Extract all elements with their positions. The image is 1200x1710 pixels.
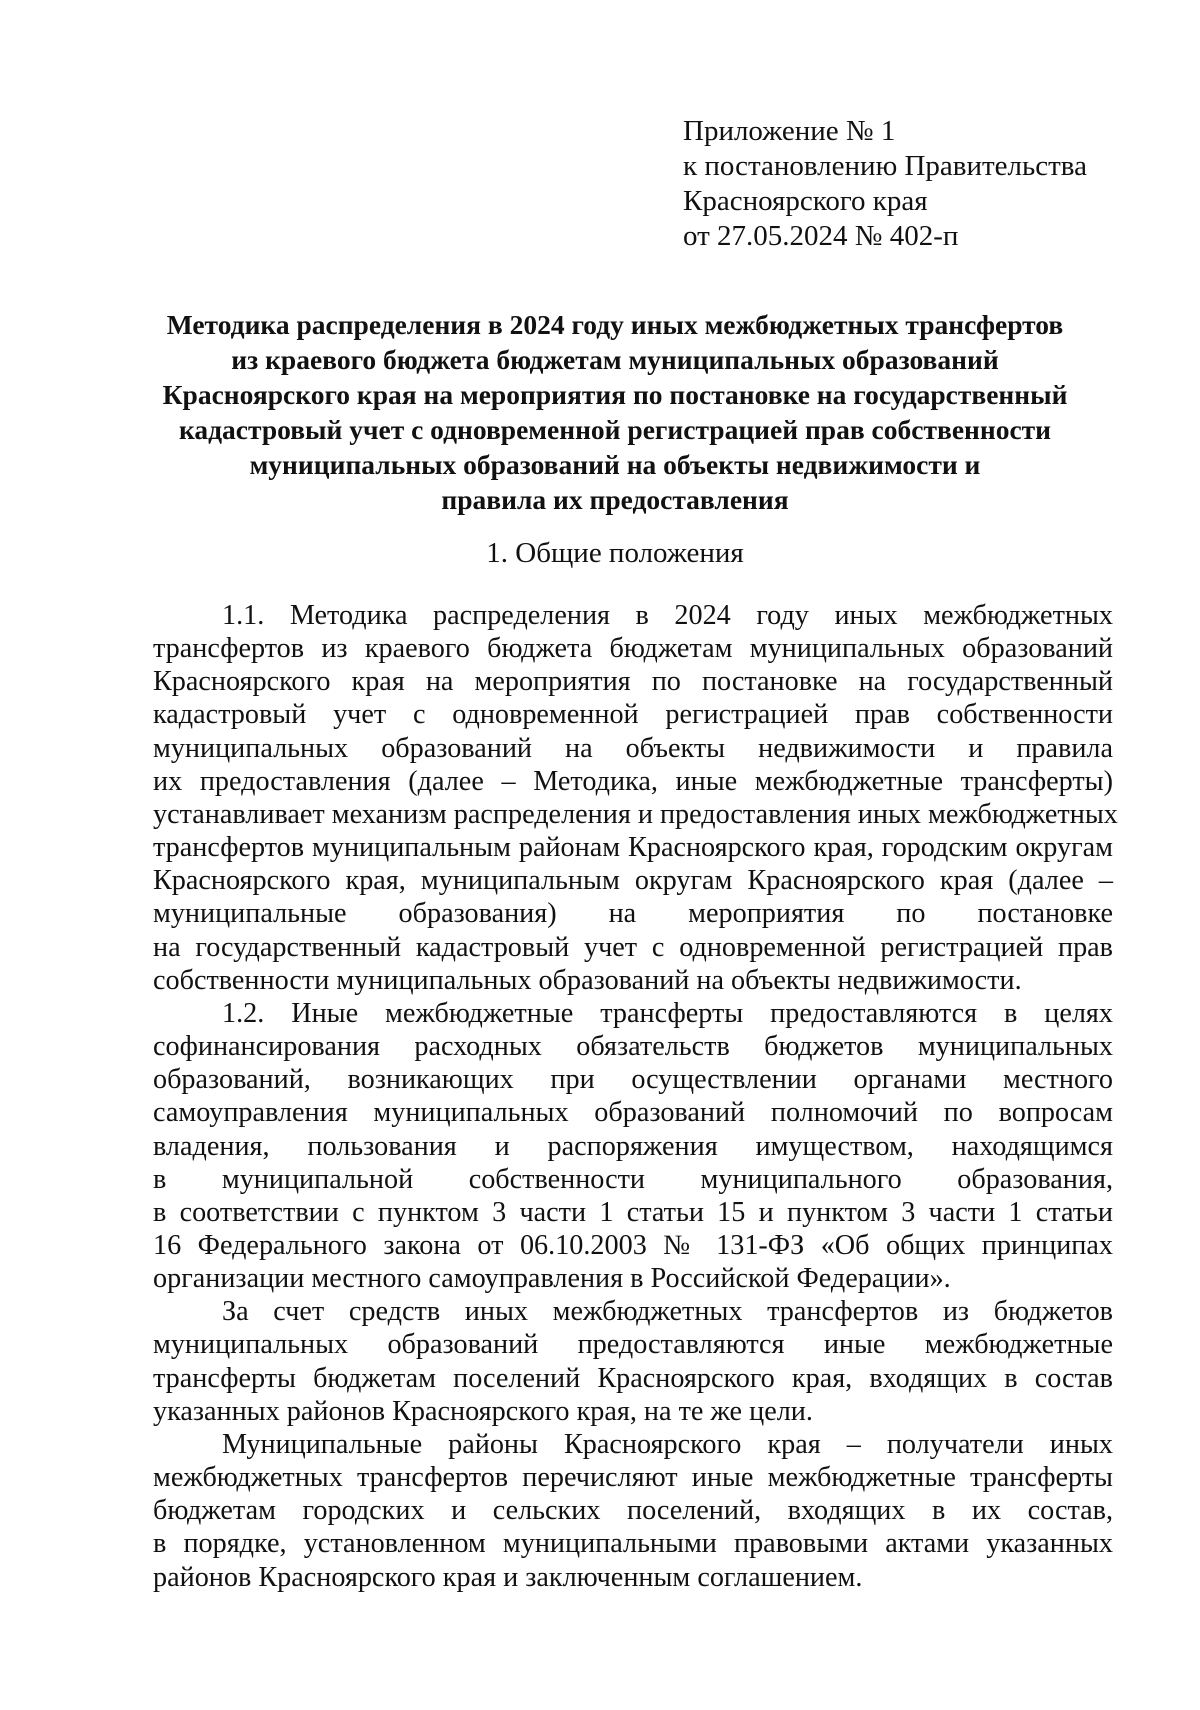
- text-line: муниципальные образования) на мероприятия по постановке: [153, 898, 1113, 930]
- appendix-line: Красноярского края: [683, 185, 928, 217]
- text-line: районов Красноярского края и заключенным соглашением.: [153, 1561, 863, 1593]
- title-line: кадастровый учет с одновременной регистрацией прав собственности: [178, 414, 1052, 445]
- text-line: Муниципальные районы Красноярского края – получатели иных: [222, 1428, 1113, 1460]
- document-title: [150, 307, 1080, 517]
- text-line: трансфертов из краевого бюджета бюджетам муниципальных образований: [153, 633, 1113, 665]
- text-line: организации местного самоуправления в Российской Федерации».: [153, 1263, 951, 1295]
- text-line: самоуправления муниципальных образований полномочий по вопросам: [153, 1097, 1113, 1129]
- text-line: Красноярского края, муниципальным округам Красноярского края (далее –: [153, 865, 1113, 897]
- title-line: Методика распределения в 2024 году иных межбюджетных трансфертов: [166, 309, 1064, 340]
- text-line: кадастровый учет с одновременной регистрацией прав собственности: [153, 699, 1113, 731]
- text-line: в порядке, установленном муниципальными правовыми актами указанных: [153, 1528, 1113, 1560]
- text-line: 16 Федерального закона от 06.10.2003 № 131-ФЗ «Об общих принципах: [153, 1229, 1113, 1261]
- text-line: их предоставления (далее – Методика, иные межбюджетные трансферты): [153, 765, 1113, 797]
- text-line: 1.1. Методика распределения в 2024 году иных межбюджетных: [222, 600, 1113, 631]
- text-line: образований, возникающих при осуществлении органами местного: [153, 1064, 1113, 1096]
- paragraph-districts-recipients: [153, 1428, 1113, 1594]
- title-line: правила их предоставления: [441, 484, 789, 515]
- appendix-line: от 27.05.2024 № 402-п: [683, 220, 959, 252]
- text-line: собственности муниципальных образований на объекты недвижимости.: [153, 964, 1022, 996]
- text-line: в соответствии с пунктом 3 части 1 статьи 15 и пунктом 3 части 1 статьи: [153, 1196, 1113, 1228]
- text-line: трансферты бюджетам поселений Красноярского края, входящих в состав: [153, 1362, 1113, 1394]
- text-line: За счет средств иных межбюджетных трансфертов из бюджетов: [222, 1296, 1113, 1328]
- text-line: устанавливает механизм распределения и предоставления иных межбюджетных: [153, 798, 1118, 830]
- section-heading: 1. Общие положения: [486, 537, 744, 569]
- text-line: муниципальных образований предоставляются иные межбюджетные: [153, 1329, 1113, 1361]
- text-line: межбюджетных трансфертов перечисляют иные межбюджетные трансферты: [153, 1462, 1113, 1494]
- text-line: бюджетам городских и сельских поселений, входящих в их состав,: [153, 1495, 1113, 1527]
- appendix-line: Приложение № 1: [683, 115, 896, 147]
- text-line: муниципальных образований на объекты недвижимости и правила: [153, 732, 1113, 764]
- text-line: Красноярского края на мероприятия по постановке на государственный: [153, 666, 1113, 698]
- title-line: из краевого бюджета бюджетам муниципальных образований: [231, 344, 999, 375]
- text-line: софинансирования расходных обязательств бюджетов муниципальных: [153, 1031, 1113, 1063]
- text-line: в муниципальной собственности муниципального образования,: [153, 1163, 1113, 1195]
- title-line: Красноярского края на мероприятия по постановке на государственный: [162, 379, 1068, 410]
- text-line: 1.2. Иные межбюджетные трансферты предоставляются в целях: [222, 997, 1113, 1029]
- paragraph-1-2: [153, 997, 1113, 1295]
- text-line: владения, пользования и распоряжения имуществом, находящимся: [153, 1130, 1113, 1162]
- body-text: [153, 599, 1118, 1594]
- title-line: муниципальных образований на объекты недвижимости и: [249, 449, 981, 480]
- appendix-line: к постановлению Правительства: [683, 150, 1087, 182]
- paragraph-1-1: [153, 599, 1118, 997]
- appendix-block: [683, 114, 1087, 254]
- text-line: трансфертов муниципальным районам Красноярского края, городским округам: [153, 832, 1113, 864]
- text-line: указанных районов Красноярского края, на те же цели.: [153, 1395, 813, 1427]
- paragraph-transfers-settlements: [153, 1295, 1113, 1428]
- text-line: на государственный кадастровый учет с одновременной регистрацией прав: [153, 931, 1113, 963]
